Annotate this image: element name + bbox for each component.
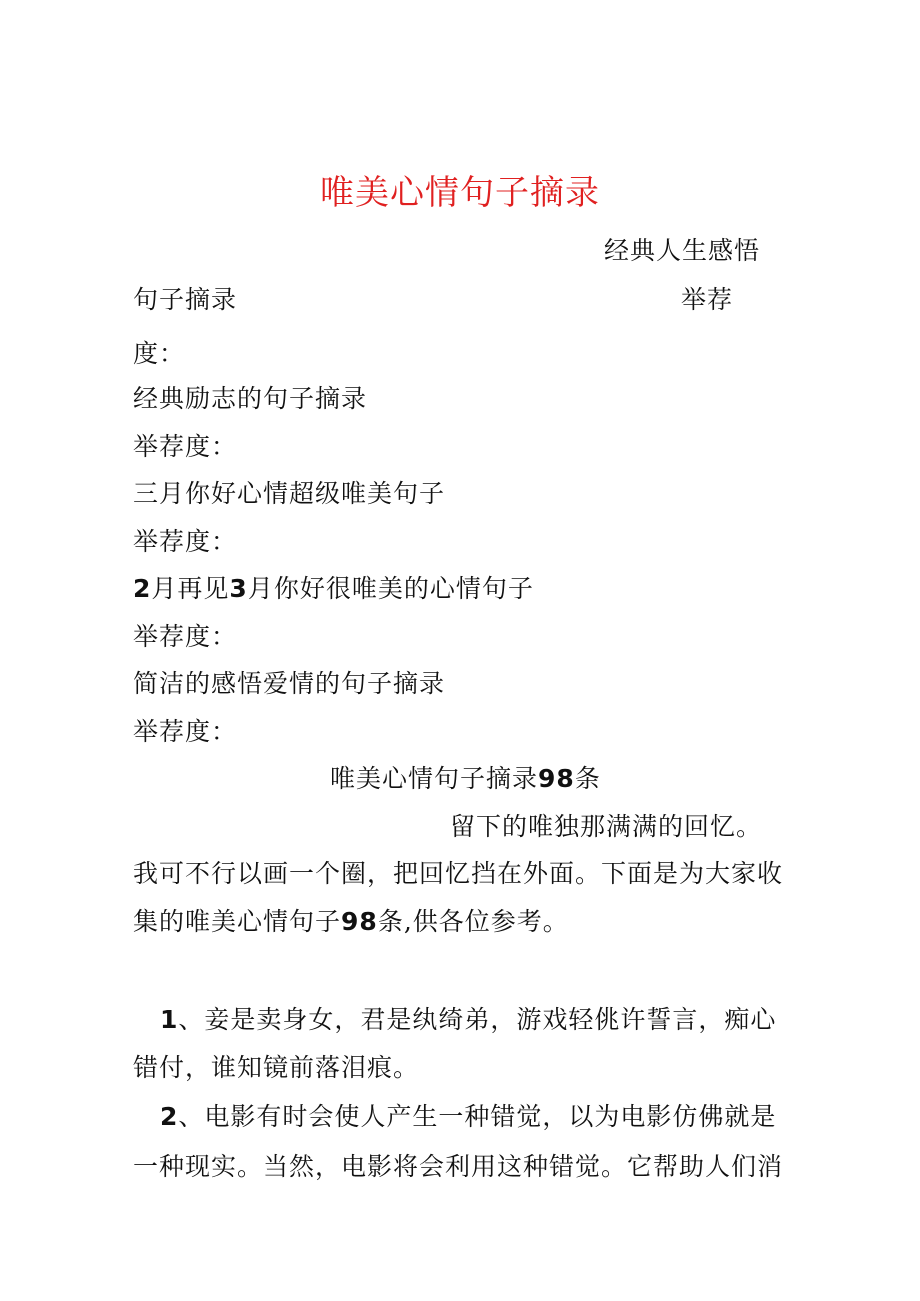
article-heading-text: 唯美心情句子摘录 — [330, 764, 539, 793]
item-number: 1 — [160, 1005, 179, 1034]
entry-title-number: 2 — [133, 574, 152, 603]
entry-title[interactable] — [133, 572, 534, 606]
category-label: 经典人生感悟 — [604, 236, 761, 265]
entry-title[interactable]: 三月你好心情超级唯美句子 — [133, 479, 446, 508]
article-heading-suffix: 条 — [574, 764, 601, 793]
list-heading: 句子摘录 — [133, 285, 238, 314]
article-heading-number: 98 — [538, 764, 575, 793]
entry-rating-label: 举荐度： — [133, 527, 238, 556]
article-intro-line: 我可不行以画一个圈，把回忆挡在外面。下面是为大家收 — [133, 859, 784, 888]
document-title: 唯美心情句子摘录 — [320, 173, 600, 213]
article-heading — [330, 762, 601, 796]
recommend-label-end: 度： — [133, 339, 186, 368]
item-number: 2 — [160, 1102, 179, 1131]
item-text: 、妾是卖身女，君是纨绮弟，游戏轻佻许誓言，痴心 — [178, 1005, 777, 1034]
intro-text: 集的唯美心情句子 — [133, 907, 342, 936]
entry-title-text: 月再见 — [151, 574, 230, 603]
entry-title-text: 月你好很唯美的心情句子 — [247, 574, 534, 603]
intro-number: 98 — [341, 907, 378, 936]
article-item-line — [160, 1003, 776, 1037]
item-text: 、电影有时会使人产生一种错觉，以为电影仿佛就是 — [178, 1102, 777, 1131]
entry-rating-label: 举荐度： — [133, 717, 238, 746]
recommend-label-start: 举荐 — [681, 285, 734, 314]
article-item-line: 错付，谁知镜前落泪痕。 — [133, 1053, 420, 1082]
article-intro-line — [133, 905, 569, 939]
entry-title[interactable]: 经典励志的句子摘录 — [133, 384, 368, 413]
article-item-line: 一种现实。当然，电影将会利用这种错觉。它帮助人们消 — [133, 1152, 784, 1181]
entry-rating-label: 举荐度： — [133, 432, 238, 461]
article-item-line — [160, 1100, 776, 1134]
article-intro-line: 留下的唯独那满满的回忆。 — [450, 812, 763, 841]
entry-title[interactable]: 简洁的感悟爱情的句子摘录 — [133, 669, 446, 698]
intro-text: 条,供各位参考。 — [377, 907, 569, 936]
entry-rating-label: 举荐度： — [133, 622, 238, 651]
entry-title-number: 3 — [229, 574, 248, 603]
